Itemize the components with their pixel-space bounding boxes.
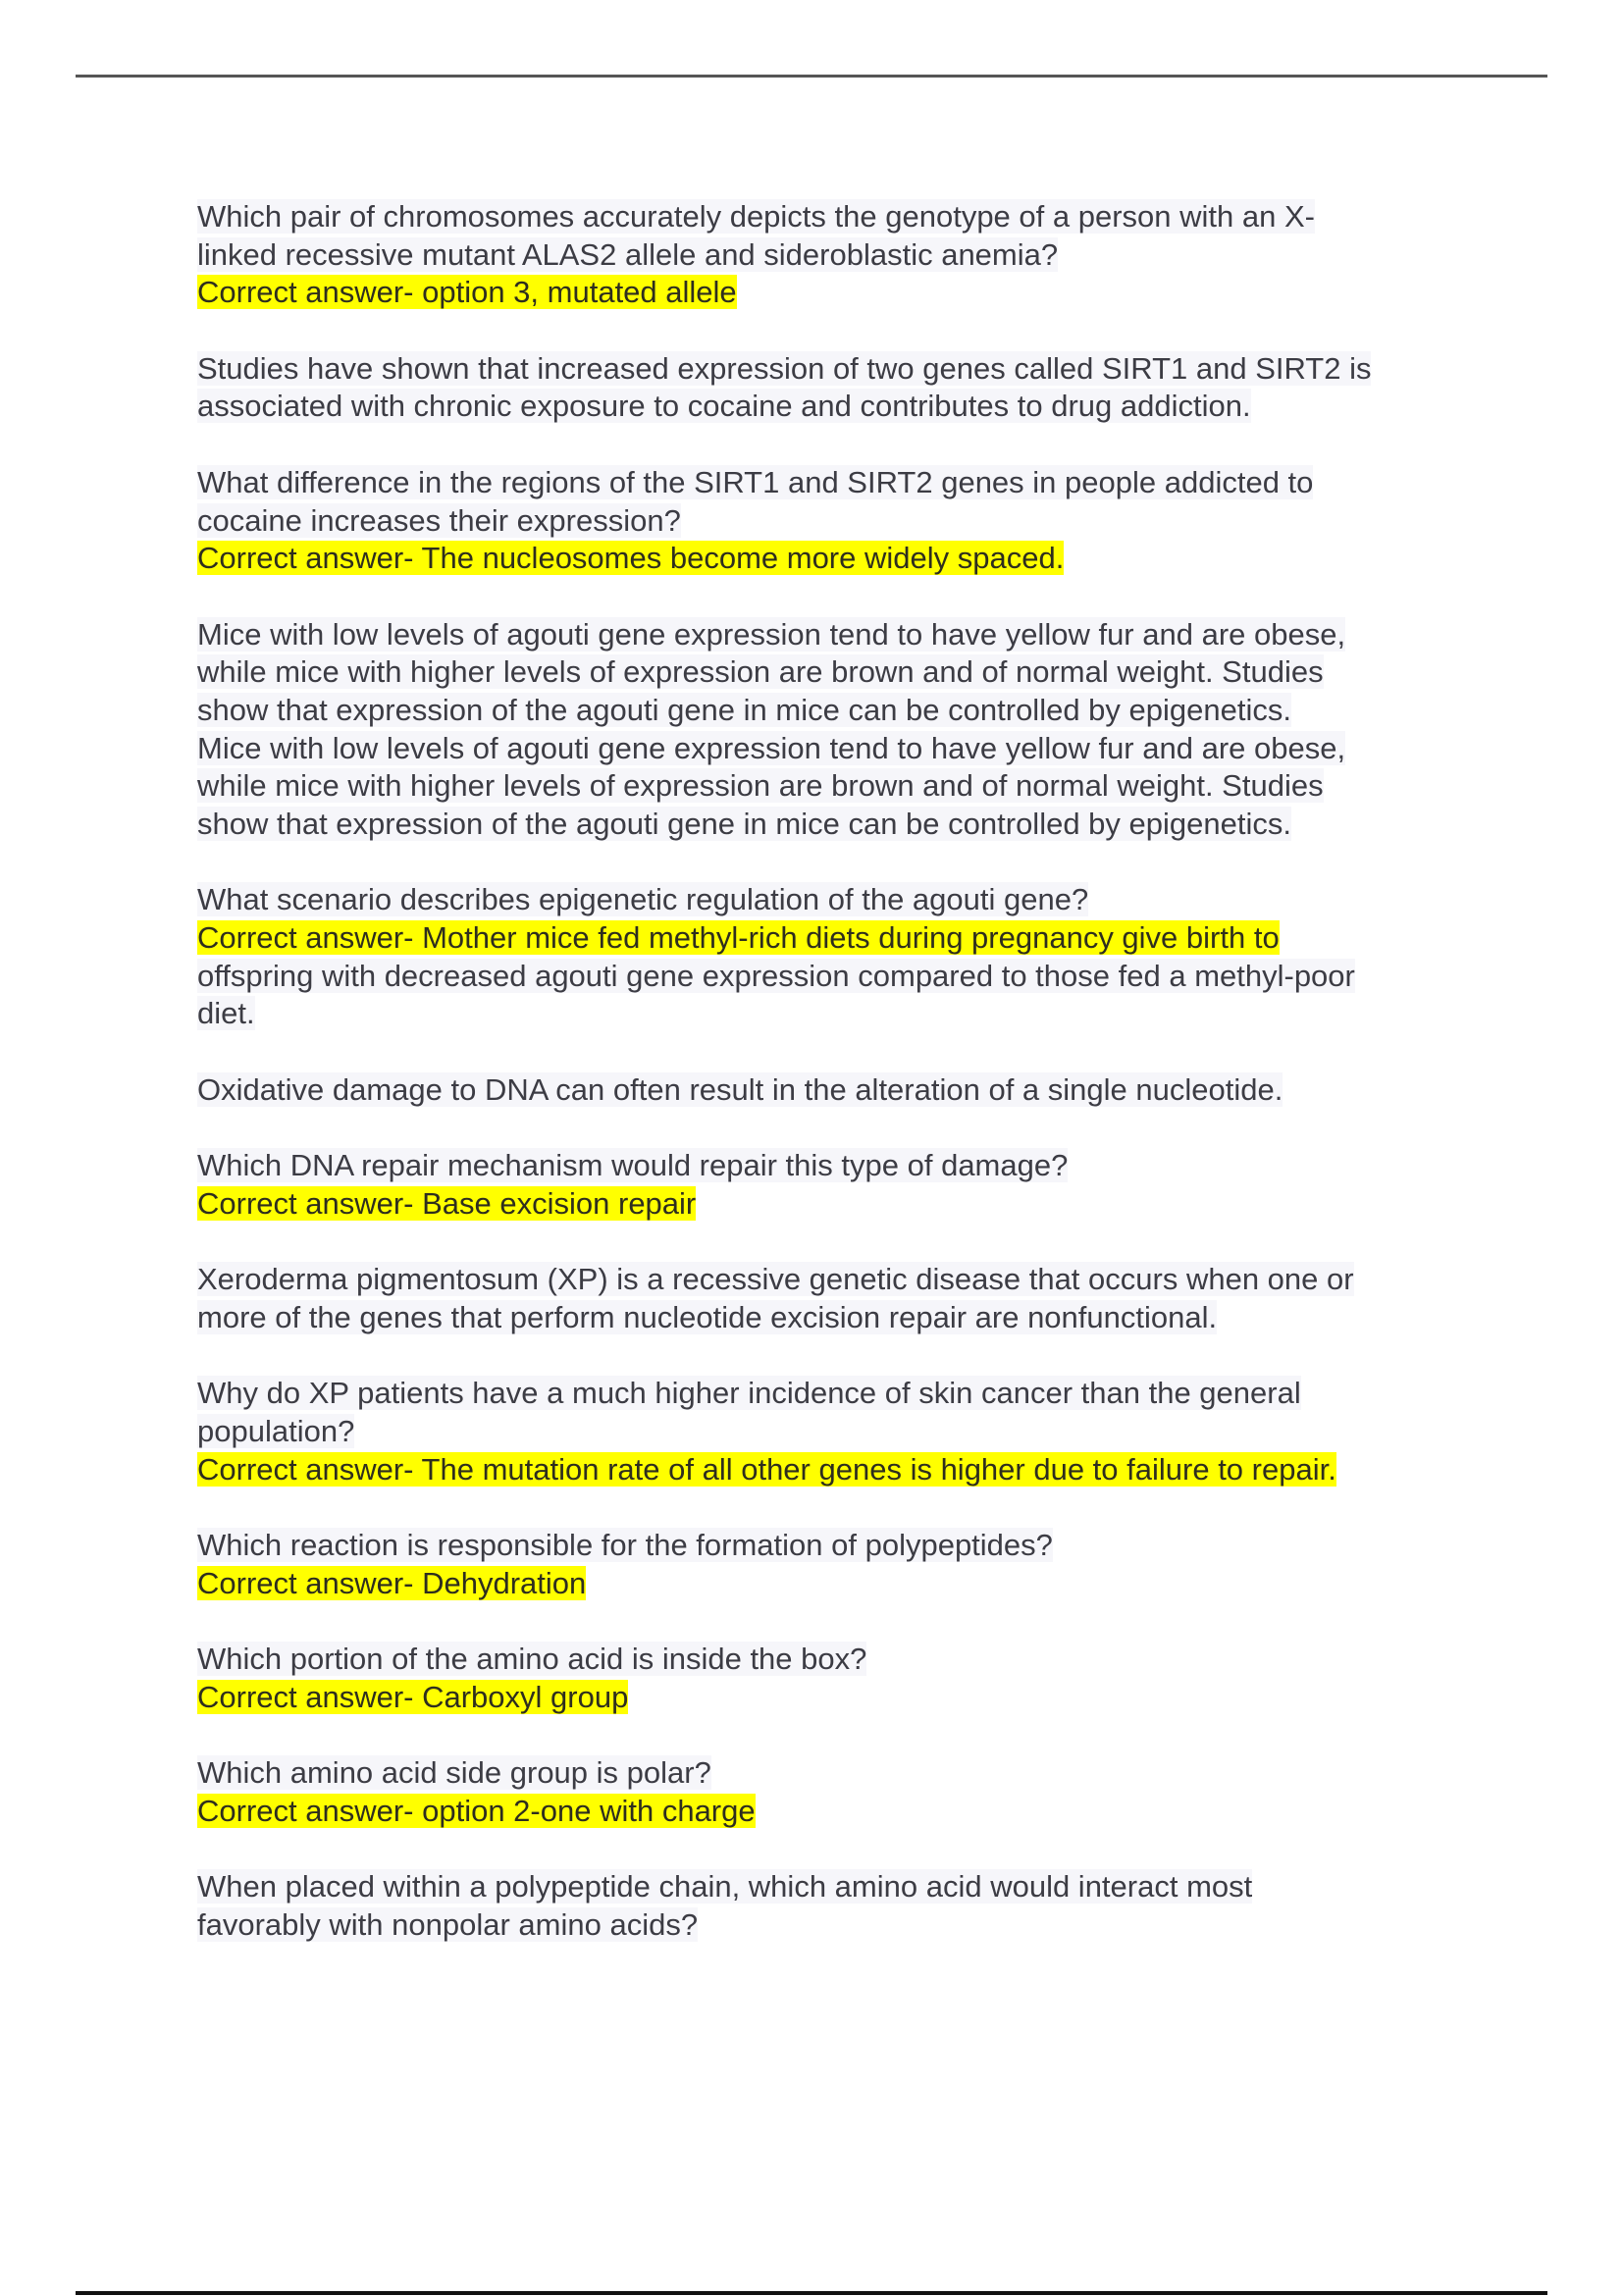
answer-continuation: offspring with decreased agouti gene expression compared to those fed a methyl-poor: [197, 958, 1355, 993]
document-body: [197, 198, 1371, 1945]
question-text-line: [197, 1299, 1371, 1337]
footer-rule: [76, 2291, 1547, 2295]
correct-answer: Correct answer- Base excision repair: [197, 1185, 697, 1221]
question-text-line: [197, 1147, 1371, 1185]
question-text: Studies have shown that increased expression of two genes called SIRT1 and SIRT2 is: [197, 350, 1372, 386]
correct-answer-line: [197, 1793, 1371, 1831]
question-text-line: [197, 198, 1371, 236]
question-text-line: [197, 616, 1371, 654]
question-text: Which reaction is responsible for the formation of polypeptides?: [197, 1528, 1053, 1563]
question-text-line: [197, 1868, 1371, 1906]
correct-answer: Correct answer- The nucleosomes become more widely spaced.: [197, 541, 1065, 576]
paragraph-gap: [197, 1831, 1371, 1869]
question-text: cocaine increases their expression?: [197, 502, 681, 538]
question-text: Xeroderma pigmentosum (XP) is a recessive genetic disease that occurs when one or: [197, 1262, 1354, 1297]
question-text: Which amino acid side group is polar?: [197, 1755, 711, 1791]
question-text-line: [197, 653, 1371, 692]
question-text: while mice with higher levels of expression are brown and of normal weight. Studies: [197, 768, 1324, 804]
question-text: Why do XP patients have a much higher incidence of skin cancer than the general: [197, 1376, 1301, 1411]
question-text: Mice with low levels of agouti gene expression tend to have yellow fur and are obese,: [197, 616, 1346, 652]
correct-answer-line: [197, 1679, 1371, 1717]
correct-answer: Correct answer- option 3, mutated allele: [197, 275, 737, 310]
paragraph-gap: [197, 1717, 1371, 1755]
correct-answer-line: [197, 1185, 1371, 1224]
question-text-line: [197, 1375, 1371, 1413]
correct-answer: Correct answer- Carboxyl group: [197, 1679, 629, 1714]
paragraph-gap: [197, 1488, 1371, 1527]
paragraph-gap: [197, 1033, 1371, 1071]
question-text-line: [197, 464, 1371, 502]
question-text: Which DNA repair mechanism would repair this type of damage?: [197, 1148, 1069, 1183]
question-text: Which portion of the amino acid is inside the box?: [197, 1642, 867, 1677]
correct-answer: Correct answer- The mutation rate of all other genes is higher due to failure to repair.: [197, 1451, 1336, 1487]
answer-continuation-line: [197, 958, 1371, 996]
question-text-line: [197, 350, 1371, 389]
paragraph-gap: [197, 1110, 1371, 1148]
question-text-line: [197, 388, 1371, 426]
question-text: What scenario describes epigenetic regulation of the agouti gene?: [197, 882, 1089, 917]
question-text: Mice with low levels of agouti gene expression tend to have yellow fur and are obese,: [197, 730, 1346, 765]
question-text-line: [197, 881, 1371, 919]
question-text: more of the genes that perform nucleotide excision repair are nonfunctional.: [197, 1299, 1218, 1334]
question-text: Which pair of chromosomes accurately depicts the genotype of a person with an X-: [197, 199, 1315, 234]
question-text: show that expression of the agouti gene in mice can be controlled by epigenetics.: [197, 692, 1291, 727]
question-text-line: [197, 1906, 1371, 1945]
paragraph-gap: [197, 1602, 1371, 1641]
correct-answer-line: [197, 919, 1371, 958]
answer-continuation-line: [197, 995, 1371, 1033]
question-text: while mice with higher levels of expression are brown and of normal weight. Studies: [197, 654, 1324, 690]
question-text-line: [197, 692, 1371, 730]
question-text-line: [197, 806, 1371, 844]
paragraph-gap: [197, 578, 1371, 616]
answer-continuation: diet.: [197, 996, 255, 1031]
correct-answer-line: [197, 1565, 1371, 1603]
question-text: associated with chronic exposure to cocaine and contributes to drug addiction.: [197, 389, 1251, 424]
header-rule: [76, 75, 1547, 78]
paragraph-gap: [197, 426, 1371, 464]
paragraph-gap: [197, 1337, 1371, 1376]
question-text: What difference in the regions of the SIRT1 and SIRT2 genes in people addicted to: [197, 464, 1314, 499]
question-text: show that expression of the agouti gene in mice can be controlled by epigenetics.: [197, 807, 1291, 841]
paragraph-gap: [197, 844, 1371, 882]
question-text-line: [197, 236, 1371, 275]
question-text: population?: [197, 1414, 355, 1448]
question-text-line: [197, 1527, 1371, 1565]
correct-answer: Correct answer- Dehydration: [197, 1565, 587, 1600]
question-text-line: [197, 730, 1371, 768]
correct-answer-line: [197, 1451, 1371, 1489]
question-text-line: [197, 1261, 1371, 1299]
paragraph-gap: [197, 1224, 1371, 1262]
question-text-line: [197, 1641, 1371, 1679]
paragraph-gap: [197, 312, 1371, 350]
question-text: Oxidative damage to DNA can often result in the alteration of a single nucleotide.: [197, 1071, 1283, 1107]
question-text: favorably with nonpolar amino acids?: [197, 1906, 699, 1942]
question-text: linked recessive mutant ALAS2 allele and sideroblastic anemia?: [197, 236, 1059, 272]
question-text-line: [197, 1071, 1371, 1110]
correct-answer-line: [197, 540, 1371, 578]
question-text-line: [197, 1754, 1371, 1793]
question-text-line: [197, 502, 1371, 541]
question-text-line: [197, 1413, 1371, 1451]
correct-answer: Correct answer- option 2-one with charge: [197, 1793, 756, 1828]
correct-answer: Correct answer- Mother mice fed methyl-rich diets during pregnancy give birth to: [197, 920, 1280, 956]
correct-answer-line: [197, 274, 1371, 312]
question-text-line: [197, 767, 1371, 806]
question-text: When placed within a polypeptide chain, which amino acid would interact most: [197, 1869, 1253, 1905]
